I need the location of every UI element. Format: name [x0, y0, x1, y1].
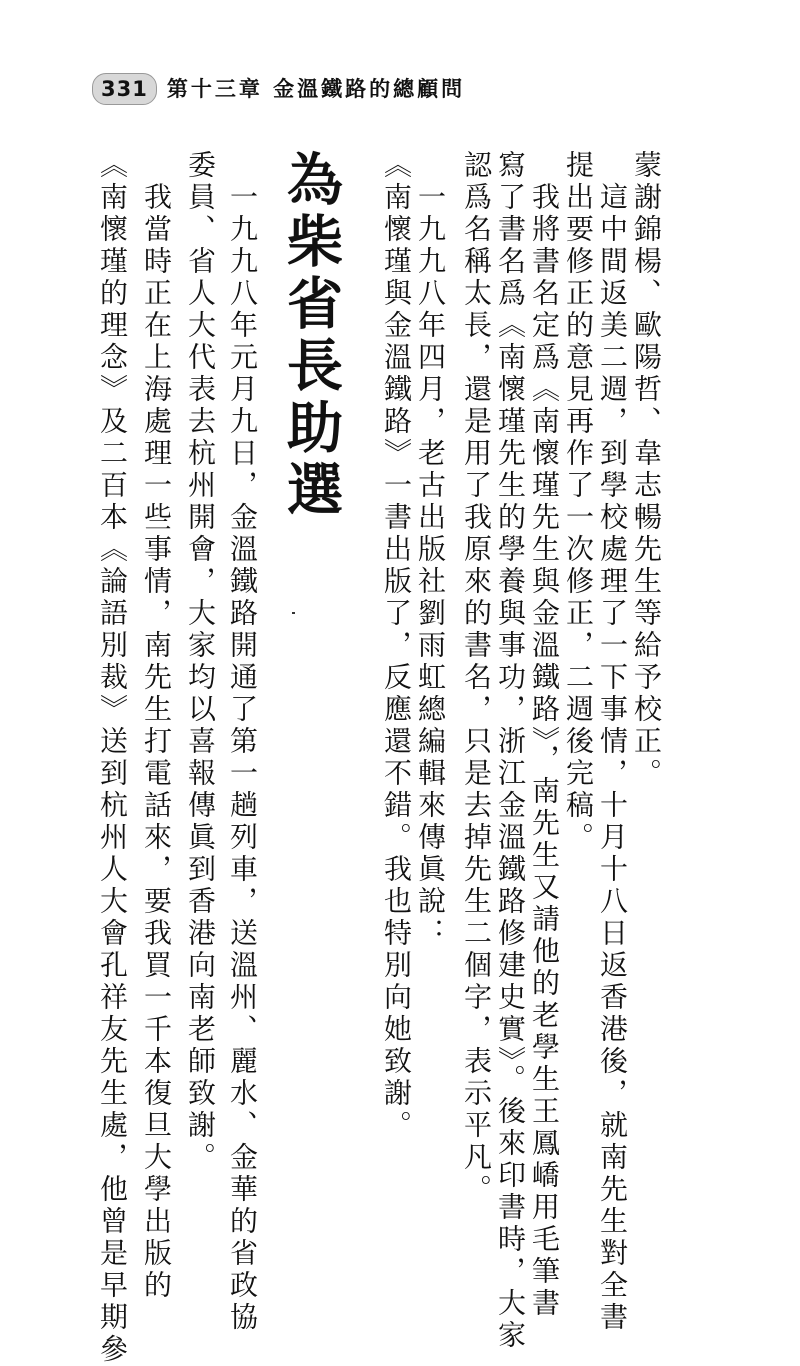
text-column-2: 這中間返美二週，到學校處理了一下事情，十月十八日返香港後，就南先生對全書: [596, 150, 629, 1334]
text-column-11: 我當時正在上海處理一些事情，南先生打電話來，要我買一千本復旦大學出版的: [140, 150, 173, 1302]
text-column-6: 認爲名稱太長，還是用了我原來的書名，只是去掉先生二個字，表示平凡。: [460, 150, 493, 1206]
text-column-9: 一九九八年元月九日，金溫鐵路開通了第一趟列車，送溫州、麗水、金華的省政協: [226, 150, 259, 1334]
stray-mark: [292, 612, 295, 614]
text-column-5: 寫了書名爲《南懷瑾先生的學養與事功，浙江金溫鐵路修建史實》。後來印書時，大家: [494, 150, 527, 1352]
text-column-12: 《南懷瑾的理念》及二百本《論語別裁》送到杭州人大會孔祥友先生處，他曾是早期參: [96, 150, 129, 1366]
page-header: [92, 72, 465, 106]
text-column-3: 提出要修正的意見再作了一次修正，二週後完稿。: [562, 150, 595, 854]
text-column-10: 委員、省人大代表去杭州開會，大家均以喜報傳眞到香港向南老師致謝。: [184, 150, 217, 1174]
text-column-4: 我將書名定爲《南懷瑾先生與金溫鐵路》，南先生又請他的老學生王鳳嶠用毛筆書: [528, 150, 561, 1320]
text-column-8: 《南懷瑾與金溫鐵路》一書出版了，反應還不錯。我也特別向她致謝。: [380, 150, 413, 1142]
page-number: 331: [92, 73, 157, 105]
text-column-7: 一九九八年四月，老古出版社劉雨虹總編輯來傳眞說：: [414, 150, 447, 950]
text-column-1: 蒙謝錦楊、歐陽哲、韋志暢先生等給予校正。: [630, 150, 663, 790]
chapter-title: 第十三章 金溫鐵路的總顧問: [166, 77, 466, 101]
section-title: 為柴省長助選: [278, 150, 343, 522]
